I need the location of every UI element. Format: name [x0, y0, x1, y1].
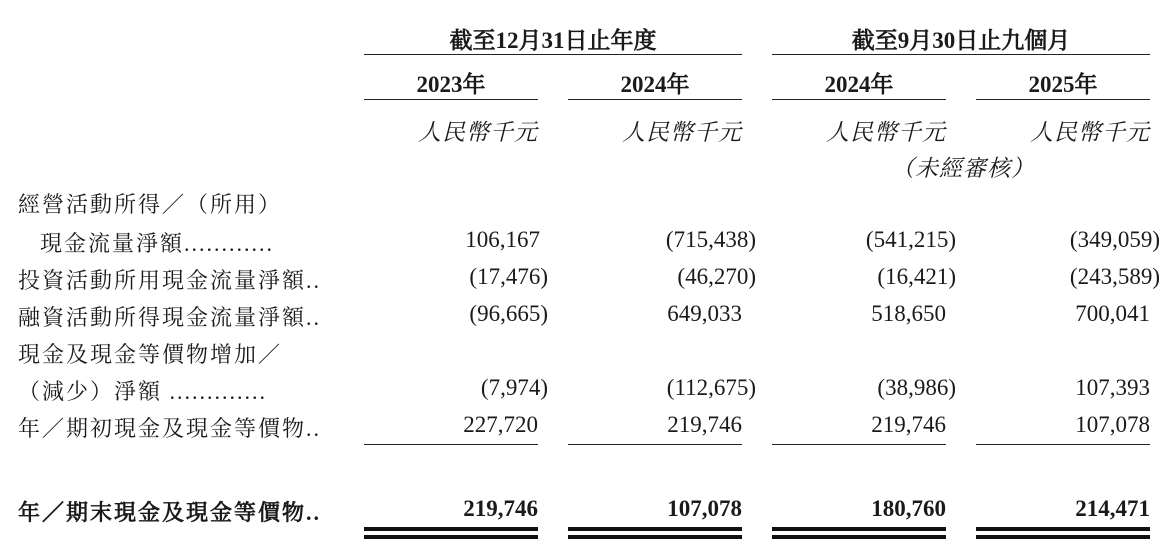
- row-closing-cash-value: 180,760: [871, 496, 946, 521]
- row-investing-value: (46,270): [677, 264, 756, 289]
- row-operating-value: (715,438): [665, 227, 756, 252]
- year-header-4: 2025年: [1028, 72, 1098, 97]
- year-rule-4: [976, 99, 1150, 100]
- row-financing-value: 700,041: [1075, 301, 1150, 326]
- total-double-rule-top-2: [568, 527, 742, 531]
- year-rule-3: [772, 99, 946, 100]
- row-operating-value: (349,059): [1069, 227, 1160, 252]
- total-double-rule-top-4: [976, 527, 1150, 531]
- total-double-rule-bottom-3: [772, 535, 946, 539]
- row-net-change-value: (38,986): [877, 375, 956, 400]
- row-financing-value: (96,665): [469, 301, 548, 326]
- year-header-1: 2023年: [416, 72, 486, 97]
- total-double-rule-top-3: [772, 527, 946, 531]
- unit-header-4: 人民幣千元: [1030, 120, 1150, 145]
- row-operating-label-line1: 經營活動所得／（所用）: [18, 192, 283, 217]
- year-rule-2: [568, 99, 742, 100]
- row-opening-cash-value: 227,720: [463, 412, 538, 437]
- subtotal-rule-1: [364, 444, 538, 445]
- row-investing-value: (16,421): [877, 264, 956, 289]
- subtotal-rule-3: [772, 444, 946, 445]
- group-rule-9m: [772, 54, 1150, 55]
- row-closing-cash-value: 219,746: [463, 496, 538, 521]
- subtotal-rule-2: [568, 444, 742, 445]
- row-closing-cash-value: 214,471: [1075, 496, 1150, 521]
- unit-header-2: 人民幣千元: [622, 120, 742, 145]
- total-double-rule-bottom-2: [568, 535, 742, 539]
- row-investing-value: (17,476): [469, 264, 548, 289]
- row-closing-cash-value: 107,078: [667, 496, 742, 521]
- row-net-change-label-line2: （減少）淨額 .............: [18, 379, 268, 404]
- period-header-fy: 截至12月31日止年度: [449, 28, 657, 53]
- row-net-change-value: (7,974): [480, 375, 548, 400]
- group-rule-fy: [364, 54, 742, 55]
- unit-header-3: 人民幣千元: [826, 120, 946, 145]
- row-opening-cash-value: 107,078: [1075, 412, 1150, 437]
- row-net-change-label-line1: 現金及現金等價物增加／: [18, 342, 283, 367]
- year-header-2: 2024年: [620, 72, 690, 97]
- row-net-change-value: (112,675): [666, 375, 756, 400]
- period-header-9m: 截至9月30日止九個月: [851, 28, 1071, 53]
- year-header-3: 2024年: [824, 72, 894, 97]
- row-financing-value: 649,033: [667, 301, 742, 326]
- row-operating-label-line2: 現金流量淨額............: [40, 231, 275, 256]
- total-double-rule-top-1: [364, 527, 538, 531]
- row-operating-value: (541,215): [865, 227, 956, 252]
- row-financing-label: 融資活動所得現金流量淨額..: [18, 305, 322, 330]
- row-opening-cash-value: 219,746: [667, 412, 742, 437]
- row-operating-value: 106,167: [465, 227, 540, 252]
- unit-header-1: 人民幣千元: [418, 120, 538, 145]
- year-rule-1: [364, 99, 538, 100]
- row-opening-cash-label: 年／期初現金及現金等價物..: [18, 416, 322, 441]
- row-net-change-value: 107,393: [1075, 375, 1150, 400]
- row-investing-value: (243,589): [1069, 264, 1160, 289]
- unaudited-note: （未經審核）: [891, 156, 1035, 181]
- row-closing-cash-label: 年／期末現金及現金等價物..: [18, 500, 322, 525]
- total-double-rule-bottom-1: [364, 535, 538, 539]
- row-opening-cash-value: 219,746: [871, 412, 946, 437]
- row-financing-value: 518,650: [871, 301, 946, 326]
- row-investing-label: 投資活動所用現金流量淨額..: [18, 268, 322, 293]
- subtotal-rule-4: [976, 444, 1150, 445]
- total-double-rule-bottom-4: [976, 535, 1150, 539]
